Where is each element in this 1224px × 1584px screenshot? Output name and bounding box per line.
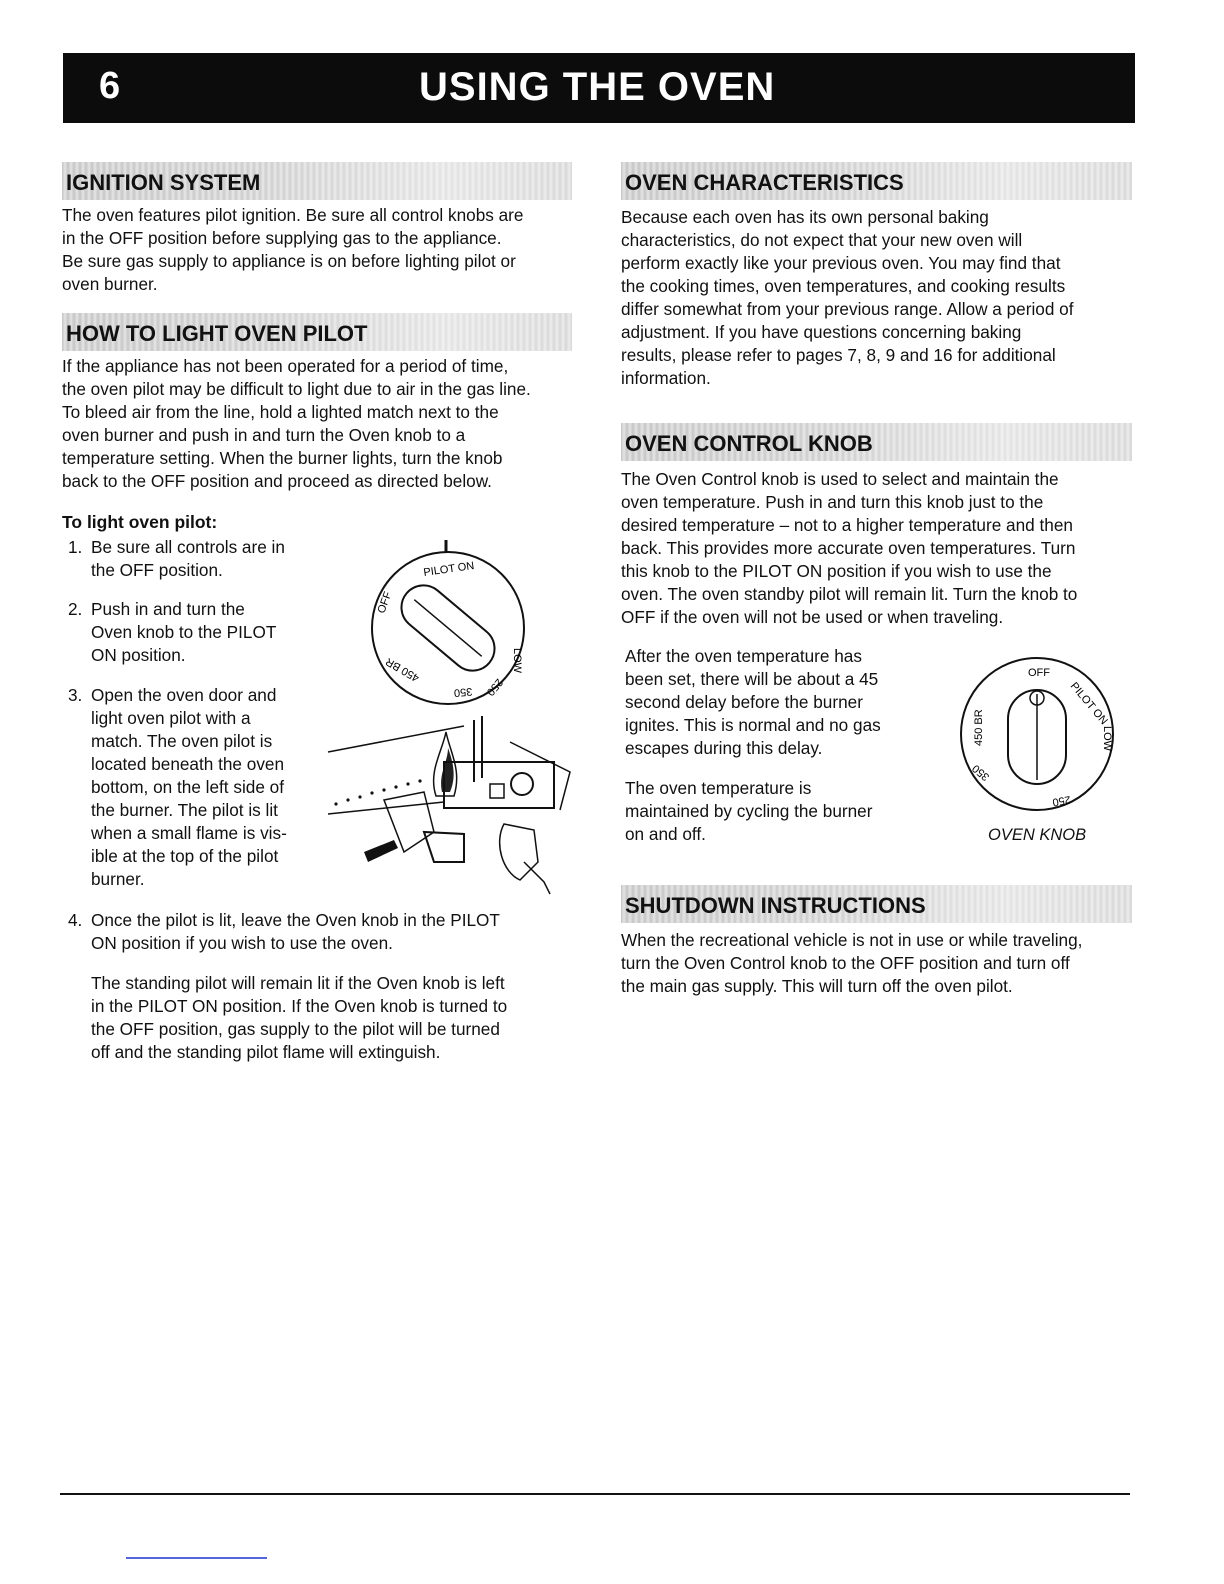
step-number: 3. [68,685,83,705]
page-title: USING THE OVEN [419,65,776,109]
text-line: when a small flame is vis- [91,823,287,843]
page-number: 6 [99,65,121,107]
text-line: burner. [91,869,145,889]
text-line: off and the standing pilot flame will extinguish. [91,1042,441,1062]
text-line: results, please refer to pages 7, 8, 9 and 16 for additional [621,345,1056,365]
text-line: second delay before the burner [625,692,863,712]
text-line: Be sure gas supply to appliance is on before lighting pilot or [62,251,516,271]
shutdown-instructions-text [621,929,1135,998]
knob-label-450: 450 BR [383,655,422,684]
oven-knob-illustration [364,540,534,710]
text-line: ON position. [91,645,186,665]
text-line: ible at the top of the pilot [91,846,279,866]
standing-pilot-text [91,972,507,1064]
light-pilot-subheading: To light oven pilot: [62,512,218,532]
text-line: The standing pilot will remain lit if the Oven knob is left [91,973,505,993]
text-line: information. [621,368,711,388]
step-number: 1. [68,537,83,557]
text-line: the burner. The pilot is lit [91,800,278,820]
text-line: the cooking times, oven temperatures, and cooking results [621,276,1066,296]
step-2-text [91,598,309,667]
light-pilot-heading: HOW TO LIGHT OVEN PILOT [62,313,572,351]
text-line: The oven features pilot ignition. Be sure all control knobs are [62,205,524,225]
text-line: back to the OFF position and proceed as directed below. [62,471,492,491]
text-line: Because each oven has its own personal baking [621,207,989,227]
text-line: the main gas supply. This will turn off the oven pilot. [621,976,1013,996]
text-line: light oven pilot with a [91,708,251,728]
text-line: the OFF position, gas supply to the pilot will be turned [91,1019,500,1039]
header-bar [63,53,1135,123]
knob-label-350: 350 [970,761,992,783]
text-line: Be sure all controls are in [91,537,285,557]
text-line: The oven temperature is [625,778,812,798]
ignition-delay-text [625,645,925,760]
text-line: oven. The oven standby pilot will remain lit. Turn the knob to [621,584,1078,604]
text-line: Open the oven door and [91,685,277,705]
step-4-text [91,909,500,955]
text-line: been set, there will be about a 45 [625,669,879,689]
text-line: adjustment. If you have questions concerning baking [621,322,1022,342]
footer-stub-line [126,1557,267,1559]
text-line: located beneath the oven [91,754,285,774]
knob-label-250: 250 [1051,793,1072,809]
text-line: When the recreational vehicle is not in use or while traveling, [621,930,1083,950]
step-3-text [91,684,309,891]
text-line: Push in and turn the [91,599,245,619]
text-line: back. This provides more accurate oven temperatures. Turn [621,538,1076,558]
knob-label-low: LOW [511,648,523,674]
text-line: maintained by cycling the burner [625,801,873,821]
text-line: this knob to the PILOT ON position if you wish to use the [621,561,1052,581]
text-line: oven burner. [62,274,158,294]
knob-label-250: 250 [483,676,505,698]
footer-rule [60,1493,1130,1495]
ignition-system-text [62,204,577,296]
knob-label-pilot-on: PILOT ON [422,559,476,579]
text-line: temperature setting. When the burner lights, turn the knob [62,448,503,468]
text-line: in the PILOT ON position. If the Oven knob is turned to [91,996,508,1016]
text-line: To bleed air from the line, hold a lighted match next to the [62,402,499,422]
text-line: the OFF position. [91,560,223,580]
oven-knob-caption: OVEN KNOB [988,826,1087,844]
text-line: OFF if the oven will not be used or when traveling. [621,607,1004,627]
step-number: 2. [68,599,83,619]
knob-label-off: OFF [1028,667,1050,679]
text-line: characteristics, do not expect that your new oven will [621,230,1023,250]
text-line: turn the Oven Control knob to the OFF position and turn off [621,953,1070,973]
text-line: bottom, on the left side of [91,777,284,797]
text-line: the oven pilot may be difficult to light due to air in the gas line. [62,379,531,399]
pilot-burner-illustration [324,712,574,897]
text-line: Oven knob to the PILOT [91,622,277,642]
step-number: 4. [68,910,83,930]
text-line: Once the pilot is lit, leave the Oven knob in the PILOT [91,910,500,930]
knob-label-off: OFF [375,590,395,616]
oven-characteristics-heading: OVEN CHARACTERISTICS [621,162,1132,200]
burner-cycling-text [625,777,925,846]
knob-label-pilot-on: PILOT ON [1067,680,1110,728]
text-line: match. The oven pilot is [91,731,273,751]
knob-label-low: LOW [1101,726,1113,752]
text-line: desired temperature – not to a higher temperature and then [621,515,1073,535]
step-1-text [91,536,285,582]
oven-control-knob-text [621,468,1135,629]
text-line: perform exactly like your previous oven. You may find that [621,253,1061,273]
text-line: ON position if you wish to use the oven. [91,933,393,953]
text-line: oven burner and push in and turn the Oven knob to a [62,425,466,445]
light-pilot-text [62,355,577,493]
oven-control-knob-heading: OVEN CONTROL KNOB [621,423,1132,461]
text-line: ignites. This is normal and no gas [625,715,881,735]
ignition-system-heading: IGNITION SYSTEM [62,162,572,200]
text-line: on and off. [625,824,706,844]
oven-knob-diagram [952,650,1122,820]
text-line: escapes during this delay. [625,738,823,758]
knob-label-350: 350 [453,685,473,699]
text-line: in the OFF position before supplying gas to the appliance. [62,228,502,248]
shutdown-instructions-heading: SHUTDOWN INSTRUCTIONS [621,885,1132,923]
text-line: The Oven Control knob is used to select and maintain the [621,469,1059,489]
text-line: oven temperature. Push in and turn this knob just to the [621,492,1044,512]
text-line: After the oven temperature has [625,646,862,666]
text-line: differ somewhat from your previous range. Allow a period of [621,299,1074,319]
text-line: If the appliance has not been operated for a period of time, [62,356,509,376]
knob-label-450: 450 BR [973,709,985,746]
oven-characteristics-text [621,206,1135,390]
